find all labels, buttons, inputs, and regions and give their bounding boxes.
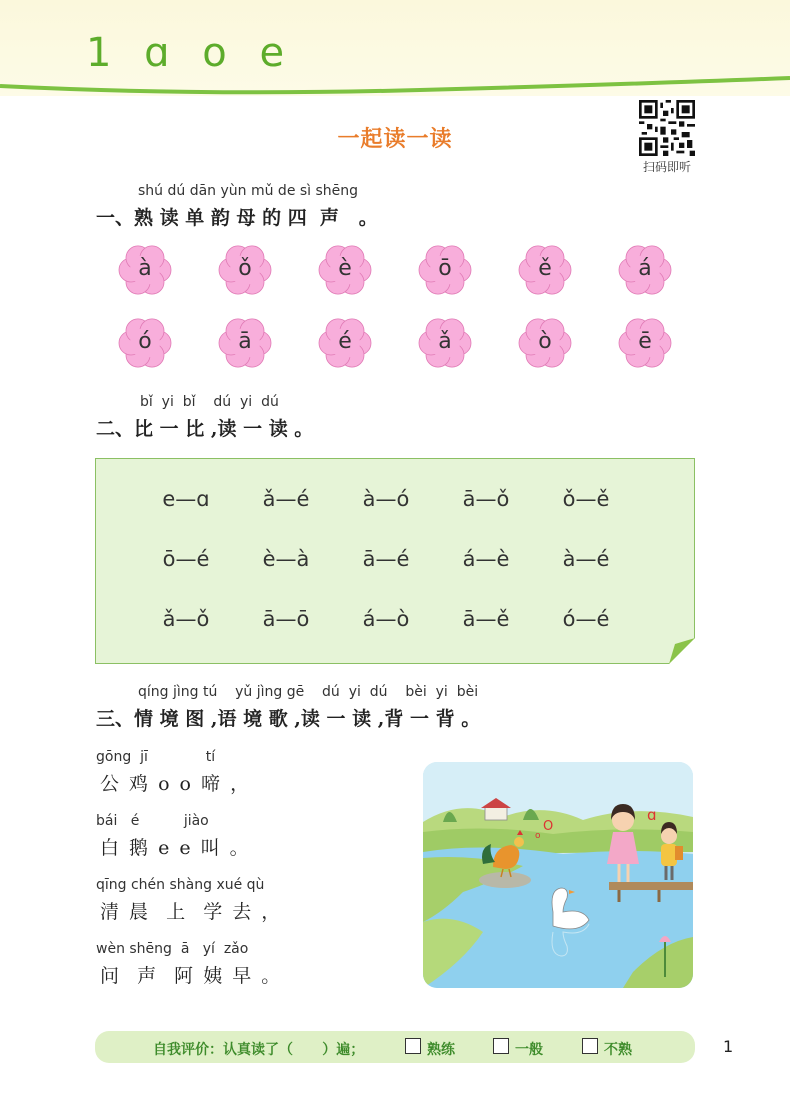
vowel-label: é	[338, 329, 352, 354]
vowel-pair: ǒ—ě	[562, 487, 610, 511]
vowel-label: ā	[238, 329, 252, 354]
checkbox-average[interactable]	[493, 1038, 509, 1054]
vowel-pair: á—ò	[362, 607, 410, 631]
flower-vowel	[518, 316, 572, 370]
part3-heading: 三、情 境 图 ,语 境 歌 ,读 一 读 ,背 一 背 。	[96, 708, 481, 730]
poem-line-2: 白 鹅 e e 叫 。	[100, 837, 251, 859]
vowel-pair: ǎ—é	[262, 487, 310, 511]
vowel-label: ò	[538, 329, 552, 354]
part3-pinyin: qíng jìng tú yǔ jìng gē dú yi dú bèi yi bèi	[138, 684, 479, 700]
vowel-pair: e—ɑ	[162, 487, 210, 511]
vowel-pair: ō—é	[162, 547, 210, 571]
vowel-label: ǒ	[238, 256, 252, 281]
compare-box	[95, 458, 695, 664]
flower-vowel	[618, 243, 672, 297]
vowel-label: à	[138, 256, 152, 281]
poem-line-1: 公 鸡 o o 啼 ，	[100, 773, 252, 795]
flower-vowel	[318, 243, 372, 297]
part2-pinyin: bǐ yi bǐ dú yi dú	[140, 394, 279, 410]
poem-line-3: 清 晨 上 学 去 ，	[100, 901, 283, 923]
house-icon	[485, 806, 507, 820]
flower-vowel	[318, 316, 372, 370]
vowel-label: á	[638, 256, 652, 281]
flower-vowel	[218, 316, 272, 370]
page-number: 1	[723, 1037, 734, 1056]
vowel-pair: ǎ—ǒ	[162, 607, 210, 631]
vowel-label: ē	[638, 329, 652, 354]
page-fold-icon	[669, 638, 695, 664]
bubble-letter-3: ɑ	[647, 806, 657, 824]
scene-illustration	[423, 762, 693, 988]
flower-vowel	[518, 243, 572, 297]
vowel-pair: ā—é	[362, 547, 410, 571]
option-average-label: 一般	[515, 1042, 543, 1058]
bubble-letter-1: o	[535, 831, 541, 841]
flower-vowel	[118, 316, 172, 370]
vowel-pair: ó—é	[562, 607, 610, 631]
vowel-pair: è—à	[262, 547, 310, 571]
flower-vowel	[118, 243, 172, 297]
flower-vowel	[418, 316, 472, 370]
poem-pinyin-2: bái é jiào	[96, 813, 209, 829]
lesson-title: 1 ɑ o e	[86, 30, 295, 76]
poem-pinyin-1: gōng jī tí	[96, 749, 216, 765]
bubble-letter-2: O	[543, 819, 554, 834]
qr-label: 扫码即听	[642, 160, 691, 174]
flower-vowel	[418, 243, 472, 297]
poem-pinyin-3: qīng chén shàng xué qù	[96, 877, 265, 893]
vowel-pair: ā—ō	[262, 607, 310, 631]
vowel-label: ō	[438, 256, 452, 281]
option-fluent-label: 熟练	[427, 1042, 455, 1058]
checkbox-fluent[interactable]	[405, 1038, 421, 1054]
vowel-label: ǎ	[438, 329, 452, 354]
vowel-pair: à—ó	[362, 487, 410, 511]
rock-icon	[479, 872, 531, 888]
vowel-pair: ā—ǒ	[462, 487, 510, 511]
checkbox-unfamiliar[interactable]	[582, 1038, 598, 1054]
vowel-label: ě	[538, 256, 552, 281]
qr-code-icon[interactable]	[639, 100, 695, 156]
part2-heading: 二、比 一 比 ,读 一 读 。	[96, 418, 314, 440]
option-unfamiliar-label: 不熟	[604, 1042, 632, 1058]
section-title: 一起读一读	[337, 127, 453, 152]
part1-pinyin: shú dú dān yùn mǔ de sì shēng	[138, 183, 359, 199]
vowel-pair: à—é	[562, 547, 610, 571]
vowel-pair: á—è	[462, 547, 510, 571]
self-evaluation-prompt: 自我评价：认真读了（ ）遍；	[153, 1042, 365, 1058]
poem-line-4: 问 声 阿 姨 早 。	[100, 965, 283, 987]
vowel-pair: ā—ě	[462, 607, 510, 631]
part1-heading: 一、熟 读 单 韵 母 的 四 声 。	[96, 207, 378, 229]
flower-vowel	[618, 316, 672, 370]
flower-vowel	[218, 243, 272, 297]
poem-pinyin-4: wèn shēng ā yí zǎo	[96, 941, 249, 957]
vowel-label: è	[338, 256, 352, 281]
vowel-label: ó	[138, 329, 152, 354]
